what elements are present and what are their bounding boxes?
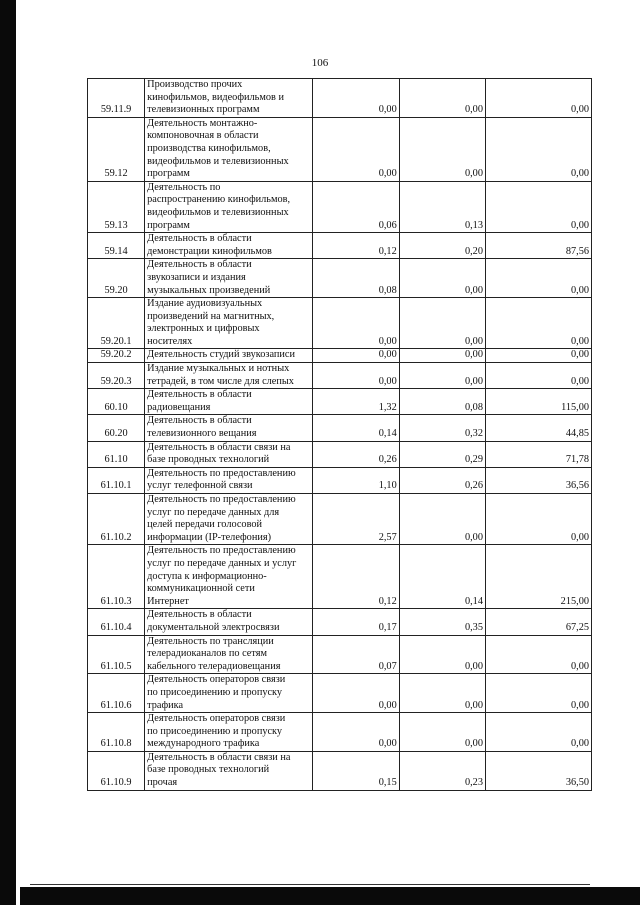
value-column-1-cell xyxy=(313,363,399,389)
activity-description-cell xyxy=(145,363,313,389)
activity-description-text: Деятельность по предоставлению услуг по передаче данных и услуг доступа к информационно- коммуникационной сети Интернет xyxy=(147,545,297,607)
table-row xyxy=(88,545,592,609)
value-column-2-text: 0,00 xyxy=(464,284,483,296)
value-column-1-cell xyxy=(313,389,399,415)
page-number: 106 xyxy=(311,57,329,69)
value-column-3-cell xyxy=(485,494,591,545)
value-column-1-text: 0,00 xyxy=(378,349,397,361)
activity-description-cell xyxy=(145,674,313,713)
table-row xyxy=(88,349,592,363)
value-column-2-text: 0,32 xyxy=(464,428,483,440)
activity-description-text: Деятельность по трансляции телерадиоканалов по сетям кабельного телерадиовещания xyxy=(147,635,281,672)
table-row xyxy=(88,415,592,441)
value-column-1-cell xyxy=(313,349,399,363)
value-column-1-text: 0,00 xyxy=(378,738,397,750)
activity-description-text: Деятельность в области документальной электросвязи xyxy=(147,609,280,633)
value-column-2-text: 0,00 xyxy=(464,375,483,387)
value-column-2-cell xyxy=(399,233,485,259)
value-column-1-text: 0,00 xyxy=(378,168,397,180)
value-column-3-text: 0,00 xyxy=(570,104,589,116)
activity-code-cell xyxy=(88,363,145,389)
activity-code-text: 59.20.2 xyxy=(100,349,132,361)
activity-code-cell xyxy=(88,389,145,415)
value-column-1-text: 0,15 xyxy=(378,777,397,789)
value-column-1-text: 0,00 xyxy=(378,104,397,116)
value-column-1-cell xyxy=(313,181,399,232)
value-column-1-cell xyxy=(313,751,399,790)
value-column-2-cell xyxy=(399,298,485,349)
value-column-2-text: 0,00 xyxy=(464,699,483,711)
value-column-1-cell xyxy=(313,233,399,259)
value-column-1-text: 0,00 xyxy=(378,335,397,347)
activity-code-cell xyxy=(88,674,145,713)
value-column-2-cell xyxy=(399,181,485,232)
scan-border-left xyxy=(0,0,16,905)
value-column-1-cell xyxy=(313,494,399,545)
activity-description-cell xyxy=(145,117,313,181)
activity-description-text: Производство прочих кинофильмов, видеофильмов и телевизионных программ xyxy=(147,79,284,116)
activity-code-text: 59.20.3 xyxy=(100,375,132,387)
activity-code-text: 59.20 xyxy=(104,284,128,296)
value-column-2-text: 0,23 xyxy=(464,777,483,789)
value-column-1-cell xyxy=(313,467,399,493)
value-column-3-text: 0,00 xyxy=(570,219,589,231)
value-column-1-cell xyxy=(313,79,399,118)
value-column-2-text: 0,26 xyxy=(464,480,483,492)
activity-description-cell xyxy=(145,713,313,752)
value-column-1-text: 0,00 xyxy=(378,699,397,711)
value-column-2-cell xyxy=(399,363,485,389)
value-column-2-text: 0,00 xyxy=(464,738,483,750)
table-row xyxy=(88,298,592,349)
value-column-3-text: 87,56 xyxy=(565,245,589,257)
activity-description-cell xyxy=(145,635,313,674)
value-column-2-cell xyxy=(399,751,485,790)
table-row xyxy=(88,181,592,232)
activity-description-cell xyxy=(145,545,313,609)
value-column-3-text: 0,00 xyxy=(570,375,589,387)
value-column-3-cell xyxy=(485,79,591,118)
value-column-3-text: 0,00 xyxy=(570,660,589,672)
value-column-3-text: 36,50 xyxy=(565,777,589,789)
activity-description-text: Деятельность операторов связи по присоединению и пропуску трафика xyxy=(147,674,286,711)
value-column-3-cell xyxy=(485,259,591,298)
value-column-1-text: 1,10 xyxy=(378,480,397,492)
value-column-3-cell xyxy=(485,298,591,349)
activity-code-text: 59.11.9 xyxy=(100,104,132,116)
value-column-1-text: 0,17 xyxy=(378,621,397,633)
value-column-1-cell xyxy=(313,441,399,467)
table-row xyxy=(88,363,592,389)
activity-description-text: Издание аудиовизуальных произведений на магнитных, электронных и цифровых носителях xyxy=(147,298,275,347)
value-column-3-text: 0,00 xyxy=(570,531,589,543)
activity-code-cell xyxy=(88,609,145,635)
value-column-3-text: 0,00 xyxy=(570,738,589,750)
value-column-2-text: 0,00 xyxy=(464,531,483,543)
activity-description-text: Деятельность в области телевизионного вещания xyxy=(147,415,257,440)
activity-code-text: 60.20 xyxy=(104,428,128,440)
value-column-1-cell xyxy=(313,117,399,181)
activity-code-text: 61.10 xyxy=(104,454,128,466)
value-column-2-text: 0,00 xyxy=(464,168,483,180)
value-column-2-cell xyxy=(399,117,485,181)
table-row xyxy=(88,494,592,545)
activity-code-text: 61.10.8 xyxy=(100,738,132,750)
value-column-3-cell xyxy=(485,117,591,181)
value-column-3-cell xyxy=(485,609,591,635)
activity-description-text: Деятельность по распространению кинофильмов, видеофильмов и телевизионных программ xyxy=(147,181,291,231)
activity-description-text: Деятельность в области звукозаписи и издания музыкальных произведений xyxy=(147,259,271,296)
activity-description-cell xyxy=(145,389,313,415)
value-column-2-cell xyxy=(399,545,485,609)
value-column-1-cell xyxy=(313,298,399,349)
value-column-3-cell xyxy=(485,467,591,493)
activity-description-cell xyxy=(145,415,313,441)
value-column-3-text: 215,00 xyxy=(560,595,589,607)
activity-description-cell xyxy=(145,441,313,467)
scan-line-bottom xyxy=(30,884,590,885)
activity-code-cell xyxy=(88,233,145,259)
value-column-2-cell xyxy=(399,349,485,363)
value-column-2-text: 0,14 xyxy=(464,595,483,607)
value-column-2-cell xyxy=(399,79,485,118)
value-column-3-cell xyxy=(485,751,591,790)
value-column-3-cell xyxy=(485,545,591,609)
table-body xyxy=(88,79,592,791)
activity-code-cell xyxy=(88,467,145,493)
table-row xyxy=(88,713,592,752)
activity-description-text: Деятельность студий звукозаписи xyxy=(147,349,295,361)
value-column-2-cell xyxy=(399,635,485,674)
value-column-3-cell xyxy=(485,349,591,363)
value-column-2-cell xyxy=(399,674,485,713)
activity-description-cell xyxy=(145,494,313,545)
activity-code-cell xyxy=(88,494,145,545)
table-row xyxy=(88,609,592,635)
activity-description-cell xyxy=(145,751,313,790)
value-column-2-text: 0,35 xyxy=(464,621,483,633)
activity-description-text: Деятельность в области связи на базе проводных технологий xyxy=(147,441,291,466)
activity-code-cell xyxy=(88,298,145,349)
table-row xyxy=(88,389,592,415)
value-column-1-text: 0,00 xyxy=(378,375,397,387)
value-column-3-cell xyxy=(485,441,591,467)
activity-description-text: Деятельность в области радиовещания xyxy=(147,389,252,413)
value-column-1-text: 0,08 xyxy=(378,284,397,296)
activity-code-text: 61.10.2 xyxy=(100,531,132,543)
activity-code-text: 59.12 xyxy=(104,168,128,180)
value-column-2-text: 0,08 xyxy=(464,401,483,413)
activity-code-cell xyxy=(88,181,145,232)
value-column-3-cell xyxy=(485,415,591,441)
value-column-3-cell xyxy=(485,181,591,232)
table-row xyxy=(88,79,592,118)
activity-code-cell xyxy=(88,713,145,752)
activity-description-text: Деятельность монтажно- компоновочная в области производства кинофильмов, видеофильмов и телевизионных программ xyxy=(147,117,289,180)
value-column-3-text: 71,78 xyxy=(565,454,589,466)
activity-code-text: 59.14 xyxy=(104,245,128,257)
value-column-2-text: 0,29 xyxy=(464,454,483,466)
value-column-1-text: 2,57 xyxy=(378,531,397,543)
value-column-2-text: 0,00 xyxy=(464,335,483,347)
table-row xyxy=(88,117,592,181)
value-column-3-text: 0,00 xyxy=(570,699,589,711)
activity-description-cell xyxy=(145,609,313,635)
value-column-2-text: 0,00 xyxy=(464,660,483,672)
value-column-3-cell xyxy=(485,363,591,389)
activity-code-cell xyxy=(88,545,145,609)
activity-code-text: 59.20.1 xyxy=(100,335,132,347)
value-column-3-text: 0,00 xyxy=(570,349,589,361)
scan-border-bottom xyxy=(20,887,640,905)
activity-code-text: 61.10.9 xyxy=(100,777,132,789)
value-column-1-cell xyxy=(313,609,399,635)
value-column-1-text: 0,14 xyxy=(378,428,397,440)
value-column-3-text: 115,00 xyxy=(561,401,589,413)
value-column-2-cell xyxy=(399,609,485,635)
value-column-2-cell xyxy=(399,389,485,415)
activity-code-cell xyxy=(88,259,145,298)
value-column-3-text: 44,85 xyxy=(565,428,589,440)
value-column-2-cell xyxy=(399,713,485,752)
table-row xyxy=(88,233,592,259)
value-column-1-text: 0,26 xyxy=(378,454,397,466)
activity-code-cell xyxy=(88,117,145,181)
value-column-2-text: 0,20 xyxy=(464,245,483,257)
value-column-3-cell xyxy=(485,674,591,713)
value-column-2-text: 0,00 xyxy=(464,349,483,361)
activity-code-text: 61.10.4 xyxy=(100,621,132,633)
value-column-1-text: 1,32 xyxy=(378,401,397,413)
value-column-3-cell xyxy=(485,233,591,259)
activity-code-text: 61.10.5 xyxy=(100,660,132,672)
activity-code-cell xyxy=(88,441,145,467)
value-column-1-cell xyxy=(313,635,399,674)
activity-code-cell xyxy=(88,415,145,441)
table-row xyxy=(88,441,592,467)
value-column-3-cell xyxy=(485,713,591,752)
value-column-1-cell xyxy=(313,545,399,609)
value-column-2-cell xyxy=(399,467,485,493)
activity-description-text: Деятельность по предоставлению услуг телефонной связи xyxy=(147,467,296,492)
value-column-1-text: 0,06 xyxy=(378,219,397,231)
activity-code-text: 61.10.6 xyxy=(100,699,132,711)
value-column-2-cell xyxy=(399,441,485,467)
value-column-2-cell xyxy=(399,415,485,441)
activity-code-cell xyxy=(88,349,145,363)
activity-description-cell xyxy=(145,79,313,118)
table-row xyxy=(88,467,592,493)
activity-description-cell xyxy=(145,349,313,363)
activity-table xyxy=(87,78,592,791)
value-column-1-text: 0,07 xyxy=(378,660,397,672)
value-column-1-cell xyxy=(313,259,399,298)
table-row xyxy=(88,751,592,790)
activity-code-cell xyxy=(88,635,145,674)
value-column-3-text: 36,56 xyxy=(565,480,589,492)
value-column-3-cell xyxy=(485,389,591,415)
value-column-3-cell xyxy=(485,635,591,674)
value-column-2-cell xyxy=(399,259,485,298)
value-column-2-text: 0,13 xyxy=(464,219,483,231)
activity-code-cell xyxy=(88,79,145,118)
value-column-1-text: 0,12 xyxy=(378,245,397,257)
activity-code-text: 61.10.3 xyxy=(100,595,132,607)
activity-description-text: Деятельность операторов связи по присоединению и пропуску международного трафика xyxy=(147,713,286,750)
value-column-3-text: 0,00 xyxy=(570,335,589,347)
value-column-1-cell xyxy=(313,713,399,752)
table-row xyxy=(88,635,592,674)
activity-description-text: Деятельность по предоставлению услуг по передаче данных для целей передачи голосовой информации (IP-телефония) xyxy=(147,494,296,543)
value-column-3-text: 0,00 xyxy=(570,168,589,180)
value-column-3-text: 67,25 xyxy=(565,621,589,633)
activity-description-cell xyxy=(145,259,313,298)
activity-code-text: 61.10.1 xyxy=(100,480,132,492)
table-row xyxy=(88,259,592,298)
value-column-2-text: 0,00 xyxy=(464,104,483,116)
value-column-3-text: 0,00 xyxy=(570,284,589,296)
activity-description-text: Издание музыкальных и нотных тетрадей, в том числе для слепых xyxy=(147,363,294,387)
activity-code-cell xyxy=(88,751,145,790)
value-column-2-cell xyxy=(399,494,485,545)
activity-description-cell xyxy=(145,298,313,349)
activity-description-text: Деятельность в области связи на базе проводных технологий прочая xyxy=(147,751,291,789)
activity-code-text: 60.10 xyxy=(104,401,128,413)
activity-description-cell xyxy=(145,181,313,232)
value-column-1-cell xyxy=(313,674,399,713)
activity-code-text: 59.13 xyxy=(104,219,128,231)
activity-description-cell xyxy=(145,467,313,493)
value-column-1-cell xyxy=(313,415,399,441)
table-row xyxy=(88,674,592,713)
value-column-1-text: 0,12 xyxy=(378,595,397,607)
activity-description-text: Деятельность в области демонстрации кинофильмов xyxy=(147,233,272,257)
activity-description-cell xyxy=(145,233,313,259)
